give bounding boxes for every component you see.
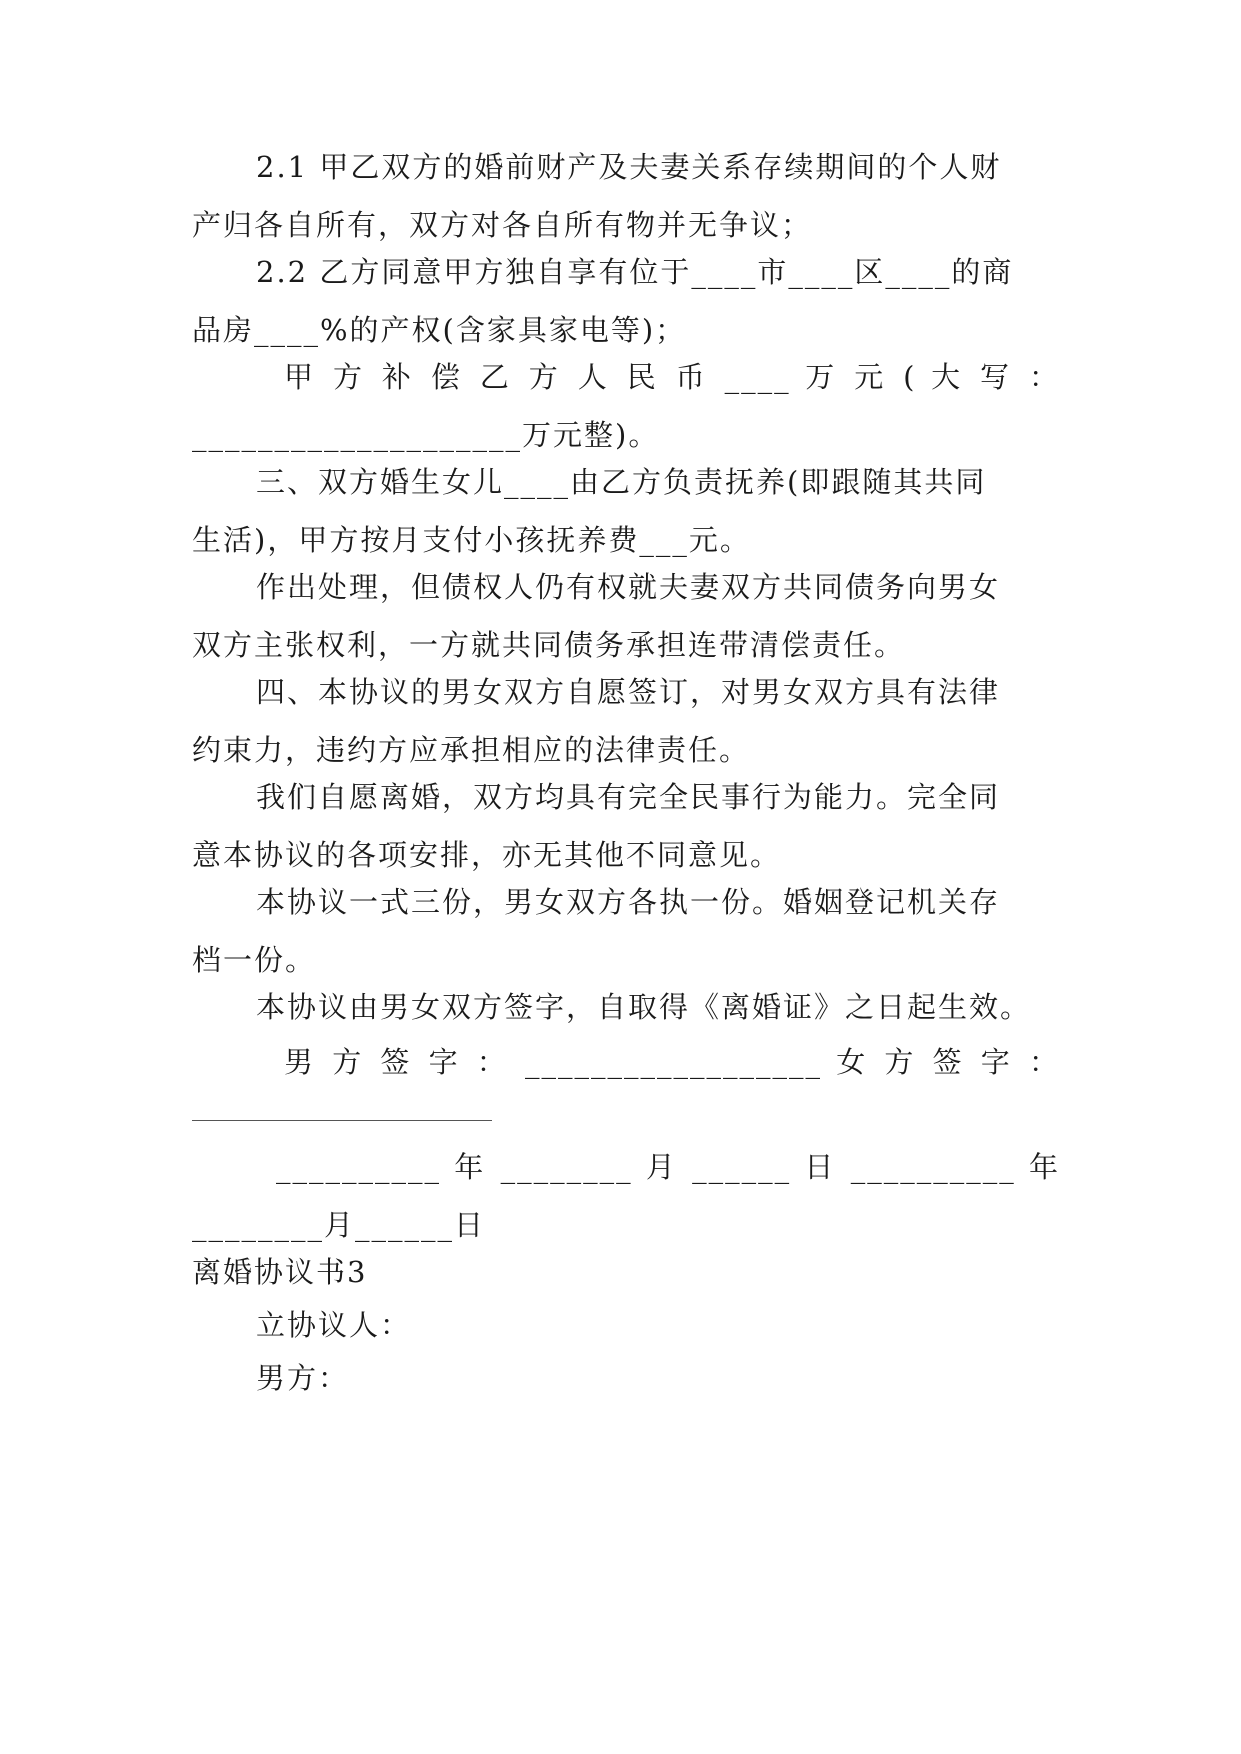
paragraph-binding-force <box>192 663 1060 779</box>
paragraph-line: 双方主张权利，一方就共同债务承担连带清偿责任。 <box>192 628 906 662</box>
date-block <box>192 1138 1060 1254</box>
paragraph-line: 约束力，违约方应承担相应的法律责任。 <box>192 733 751 767</box>
signature-line: 男 方 签 字 ： __________________ 女 方 签 字 ： <box>284 1045 1060 1079</box>
male-party-label: 男方： <box>256 1361 350 1395</box>
paragraph-child-custody <box>192 453 1060 569</box>
paragraph-line: 本协议一式三份，男女双方各执一份。婚姻登记机关存 <box>256 885 1001 919</box>
paragraph-line: 甲 方 补 偿 乙 方 人 民 币 ____ 万 元 ( 大 写 ： <box>284 360 1060 394</box>
paragraph-line: 我们自愿离婚，双方均具有完全民事行为能力。完全同 <box>256 780 1001 814</box>
paragraph-line: 三、双方婚生女儿____由乙方负责抚养(即跟随其共同 <box>256 465 987 499</box>
paragraph-line: 作出处理，但债权人仍有权就夫妻双方共同债务向男女 <box>256 570 1001 604</box>
paragraph-debt <box>192 558 1060 674</box>
paragraph-line: 2.2 乙方同意甲方独自享有位于____市____区____的商 <box>256 255 1014 289</box>
paragraph-line: 本协议由男女双方签字，自取得《离婚证》之日起生效。 <box>256 990 1032 1024</box>
signature-block <box>192 1033 1060 1091</box>
paragraph-line: 生活)，甲方按月支付小孩抚养费___元。 <box>192 523 751 557</box>
date-line: ________月______日 <box>192 1208 486 1242</box>
paragraph-line: 产归各自所有，双方对各自所有物并无争议； <box>192 208 813 242</box>
paragraph-line: ____________________万元整)。 <box>192 418 660 452</box>
paragraph-compensation <box>192 348 1060 464</box>
paragraph-line: 意本协议的各项安排，亦无其他不同意见。 <box>192 838 782 872</box>
paragraph-line: 档一份。 <box>192 943 317 977</box>
date-line: __________ 年 ________ 月 ______ 日 __________ 年 <box>276 1150 1060 1184</box>
paragraph-line: 品房____%的产权(含家具家电等)； <box>192 313 687 347</box>
paragraph-line: 2.1 甲乙双方的婚前财产及夫妻关系存续期间的个人财 <box>256 150 1002 184</box>
paragraph-property-ownership <box>192 138 1060 254</box>
paragraph-copies <box>192 873 1060 989</box>
paragraph-housing <box>192 243 1060 359</box>
paragraph-effective <box>192 978 1060 1036</box>
paragraph-line: 四、本协议的男女双方自愿签订，对男女双方具有法律 <box>256 675 1001 709</box>
parties-label: 立协议人： <box>256 1308 412 1342</box>
paragraph-voluntary <box>192 768 1060 884</box>
section-title: 离婚协议书3 <box>192 1255 368 1289</box>
signature-underline <box>192 1120 492 1121</box>
